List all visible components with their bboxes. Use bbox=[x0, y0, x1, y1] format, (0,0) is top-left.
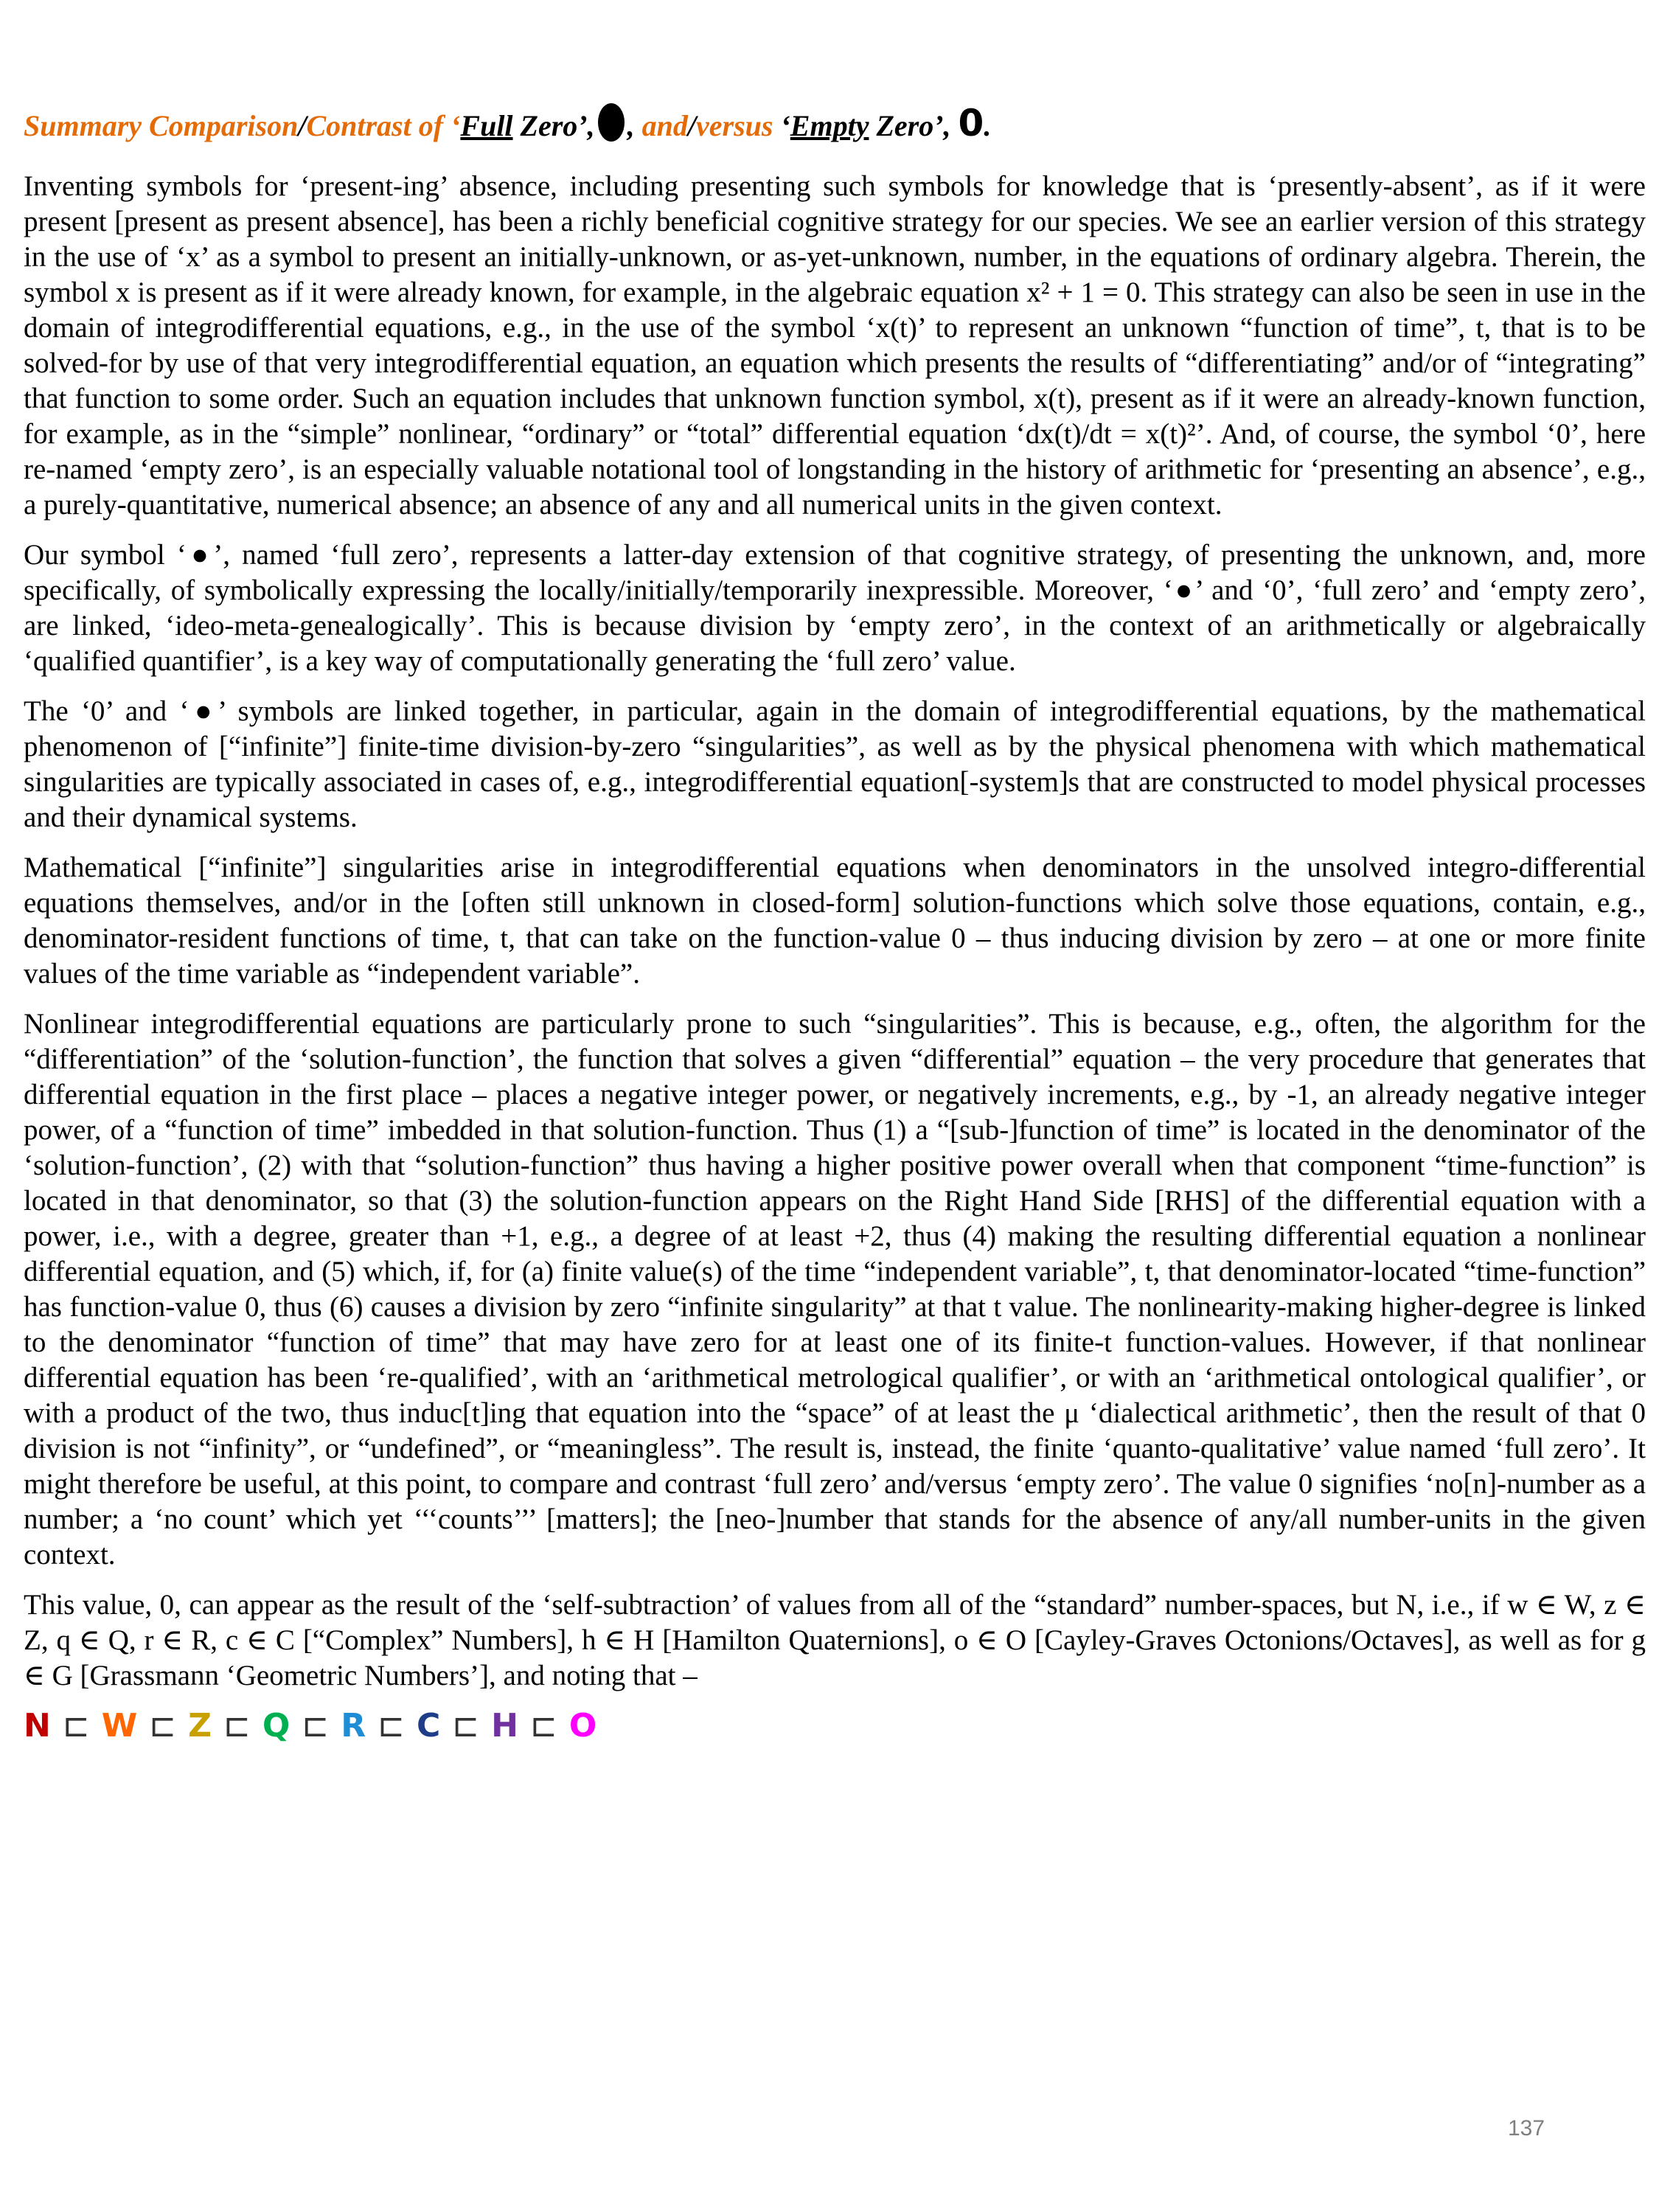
title-slash2: / bbox=[687, 109, 696, 142]
set-C: C bbox=[416, 1707, 442, 1745]
subset-symbol: ⊏ bbox=[302, 1707, 331, 1745]
set-O: O bbox=[568, 1707, 599, 1745]
number-space-chain bbox=[24, 1708, 1646, 1744]
set-H: H bbox=[491, 1707, 520, 1745]
subset-symbol: ⊏ bbox=[378, 1707, 406, 1745]
title-part3: Zero’, bbox=[512, 109, 595, 142]
paragraph-6: This value, 0, can appear as the result of the ‘self-subtraction’ of values from all of the “standard” number-spaces, but N, i.e., if w ∈ W, z ∈ Z, q ∈ Q, r ∈ R, c ∈ C [“Complex” Numbers], h ∈ H [Hamilton Quaternions], o ∈ O [Cayley-Graves Octonions/Octaves], as well as for g ∈ G [Grassmann ‘Geometric Numbers’], and noting that – bbox=[24, 1589, 1646, 1691]
title-slash1: / bbox=[298, 109, 307, 142]
set-R: R bbox=[341, 1707, 368, 1745]
title-part4: , bbox=[627, 109, 642, 142]
subset-symbol: ⊏ bbox=[62, 1707, 91, 1745]
title-full: Full bbox=[460, 109, 513, 142]
title-part1: Summary Comparison bbox=[24, 109, 299, 142]
subset-symbol: ⊏ bbox=[149, 1707, 178, 1745]
title-empty-zero-symbol: 0 bbox=[958, 102, 984, 145]
set-Q: Q bbox=[262, 1707, 292, 1745]
title-end: . bbox=[984, 109, 992, 142]
full-zero-symbol-icon bbox=[598, 103, 625, 142]
paragraph-5: Nonlinear integrodifferential equations are particularly prone to such “singularities”. This is because, e.g., often, the algorithm for the “differentiation” of the ‘solution-function’, the function that solves a given “differential” equation – the very procedure that generates that differential equation in the first place – places a negative integer power, or negatively increments, e.g., by -1, an already negative integer power, of a “function of time” imbedded in that solution-function. Thus (1) a “[sub-]function of time” is located in the denominator of the ‘solution-function’, (2) with that “solution-function” thus having a higher positive power overall when that component “time-function” is located in that denominator, so that (3) the solution-function appears on the Right Hand Side [RHS] of the differential equation with a power, i.e., with a degree, greater than +1, e.g., a degree of at least +2, thus (4) making the resulting differential equation a nonlinear differential equation, and (5) which, if, for (a) finite value(s) of the time “independent variable”, t, that denominator-located “time-function” has function-value 0, thus (6) causes a division by zero “infinite singularity” at that t value. The nonlinearity-making higher-degree is linked to the denominator “function of time” that may have zero for at least one of its finite-t function-values. However, if that nonlinear differential equation has been ‘re-qualified’, with an ‘arithmetical metrological qualifier’, or with an ‘arithmetical ontological qualifier’, or with a product of the two, thus induc[t]ing that equation into the “space” of at least the μ ‘dialectical arithmetic’, then the result of that 0 division is not “infinity”, or “undefined”, or “meaningless”. The result is, instead, the finite ‘quanto-qualitative’ value named ‘full zero’. It might therefore be useful, at this point, to compare and contrast ‘full zero’ and/versus ‘empty zero’. The value 0 signifies ‘no[n]-number as a number; a ‘no count’ which yet ‘‘‘counts’’’ [matters]; the [neo-]number that stands for the absence of any/all number-units in the given context. bbox=[24, 1008, 1646, 1571]
title-versus: versus bbox=[696, 109, 773, 142]
title-and: and bbox=[641, 109, 688, 142]
paragraph-4: Mathematical [“infinite”] singularities arise in integrodifferential equations when denominators in the unsolved integro-differential equations themselves, and/or in the [often still unknown in closed-form] solution-functions which solve those equations, contain, e.g., denominator-resident functions of time, t, that can take on the function-value 0 – thus inducing division by zero – at one or more finite values of the time variable as “independent variable”. bbox=[24, 852, 1646, 990]
title-part5: ‘ bbox=[773, 109, 790, 142]
title-part6: Zero’, bbox=[869, 109, 959, 142]
title-part2: Contrast of ‘ bbox=[306, 109, 461, 142]
paragraph-3: The ‘0’ and ‘●’ symbols are linked together, in particular, again in the domain of integrodifferential equations, by the mathematical phenomenon of [“infinite”] finite-time division-by-zero “singularities”, as well as by the physical phenomena with which mathematical singularities are typically associated in cases of, e.g., integrodifferential equation[-system]s that are constructed to model physical processes and their dynamical systems. bbox=[24, 695, 1646, 833]
subset-symbol: ⊏ bbox=[529, 1707, 559, 1745]
paragraph-2: Our symbol ‘●’, named ‘full zero’, represents a latter-day extension of that cognitive strategy, of presenting the unknown, and, more specifically, of symbolically expressing the locally/initially/temporarily inexpressible. Moreover, ‘●’ and ‘0’, ‘full zero’ and ‘empty zero’, are linked, ‘ideo-meta-genealogically’. This is because division by ‘empty zero’, in the context of an arithmetically or algebraically ‘qualified quantifier’, is a key way of computationally generating the ‘full zero’ value. bbox=[24, 539, 1646, 677]
document-page bbox=[24, 103, 1646, 1744]
subset-symbol: ⊏ bbox=[452, 1707, 481, 1745]
set-Z: Z bbox=[188, 1707, 214, 1745]
document-title bbox=[24, 103, 1646, 144]
set-N: N bbox=[24, 1707, 52, 1745]
paragraph-1: Inventing symbols for ‘present-ing’ absence, including presenting such symbols for knowledge that is ‘presently-absent’, as if it were present [present as present absence], has been a richly beneficial cognitive strategy for our species. We see an earlier version of this strategy in the use of ‘x’ as a symbol to present an initially-unknown, or as-yet-unknown, number, in the equations of ordinary algebra. Therein, the symbol x is present as if it were already known, for example, in the algebraic equation x² + 1 = 0. This strategy can also be seen in use in the domain of integrodifferential equations, e.g., in the use of the symbol ‘x(t)’ to represent an unknown “function of time”, t, that is to be solved-for by use of that very integrodifferential equation, an equation which presents the results of “differentiating” and/or of “integrating” that function to some order. Such an equation includes that unknown function symbol, x(t), present as if it were an already-known function, for example, as in the “simple” nonlinear, “ordinary” or “total” differential equation ‘dx(t)/dt = x(t)²’. And, of course, the symbol ‘0’, here re-named ‘empty zero’, is an especially valuable notational tool of longstanding in the history of arithmetic for ‘presenting an absence’, e.g., a purely-quantitative, numerical absence; an absence of any and all numerical units in the given context. bbox=[24, 170, 1646, 521]
page-number: 137 bbox=[1508, 2116, 1545, 2140]
title-empty: Empty bbox=[790, 109, 869, 142]
subset-symbol: ⊏ bbox=[223, 1707, 252, 1745]
set-W: W bbox=[101, 1707, 139, 1745]
